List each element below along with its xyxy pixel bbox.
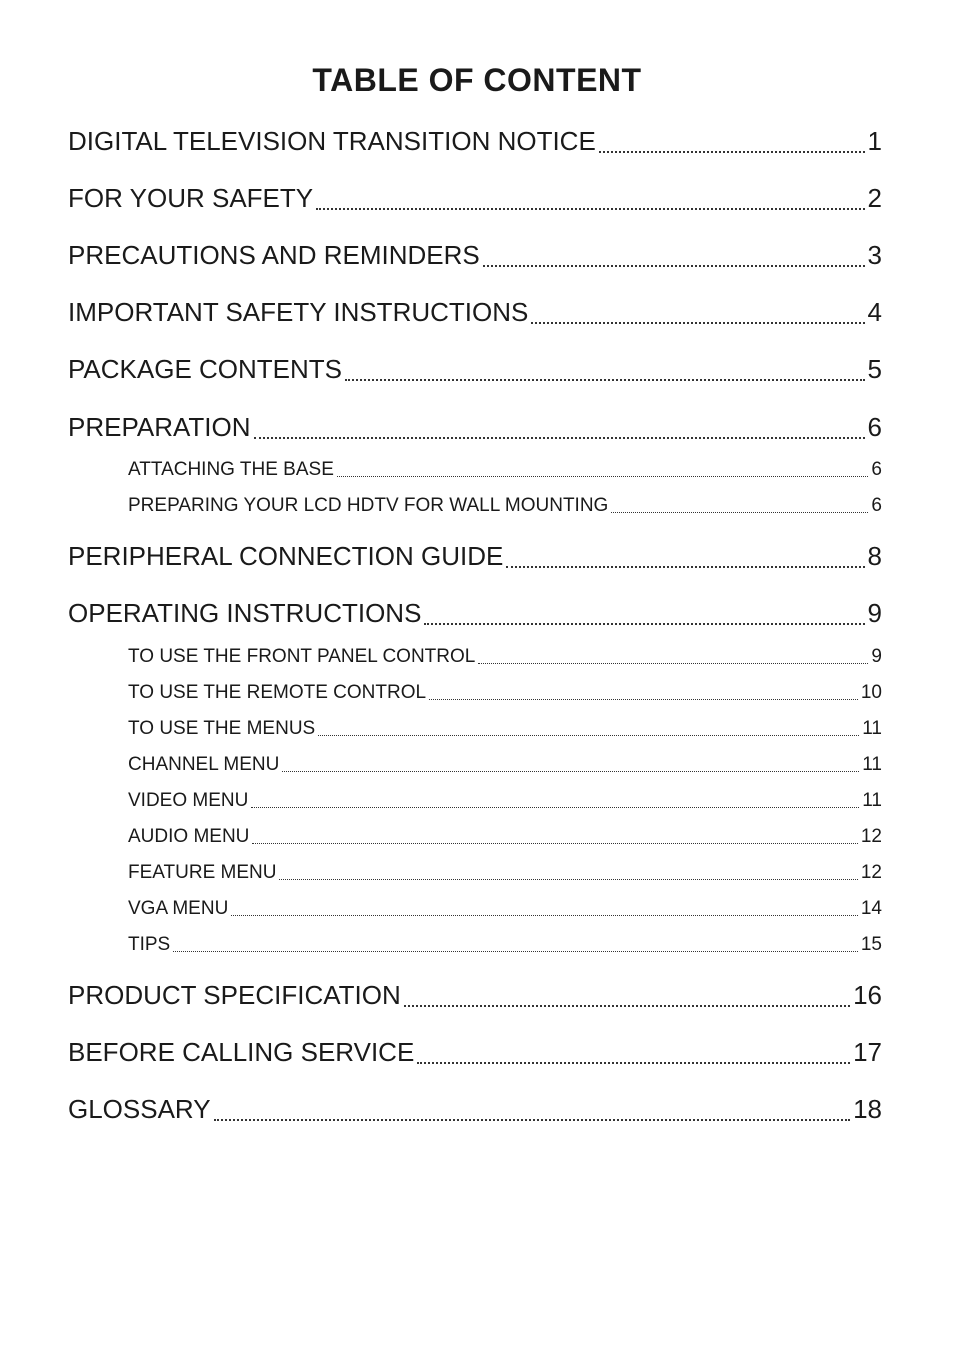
dot-leader [611, 495, 868, 519]
toc-entry-label: FOR YOUR SAFETY [68, 183, 314, 213]
toc-entry[interactable] [68, 183, 882, 219]
toc-entry-label: PERIPHERAL CONNECTION GUIDE [68, 541, 504, 571]
dot-leader [231, 898, 858, 922]
toc-subentry-label: AUDIO MENU [128, 826, 250, 847]
dot-leader [318, 718, 859, 742]
toc-subentry[interactable] [128, 934, 882, 958]
dot-leader [254, 412, 865, 448]
dot-leader [506, 541, 864, 577]
toc-subentry-page: 14 [860, 898, 882, 919]
toc-subentry-page: 6 [871, 459, 882, 480]
toc-entry-label: PRODUCT SPECIFICATION [68, 980, 401, 1010]
toc-subentry-label: VGA MENU [128, 898, 229, 919]
toc-entry-page: 17 [853, 1037, 882, 1067]
toc-entry-page: 18 [853, 1094, 882, 1124]
toc-subentry-label: TO USE THE MENUS [128, 718, 316, 739]
toc-entry-label: OPERATING INSTRUCTIONS [68, 598, 422, 628]
toc-subentry[interactable] [128, 898, 882, 922]
dot-leader [337, 459, 869, 483]
toc-subentry[interactable] [128, 754, 882, 778]
toc-entry-page: 8 [867, 541, 882, 571]
toc-entry[interactable] [68, 240, 882, 276]
dot-leader [417, 1037, 850, 1073]
toc-entry-label: PACKAGE CONTENTS [68, 354, 343, 384]
toc-entry-label: BEFORE CALLING SERVICE [68, 1037, 415, 1067]
dot-leader [599, 126, 865, 162]
toc-subentry-page: 6 [871, 495, 882, 516]
toc-subentry[interactable] [128, 495, 882, 519]
dot-leader [345, 354, 865, 390]
toc-entry-page: 5 [867, 354, 882, 384]
toc-subentry[interactable] [128, 459, 882, 483]
toc-entry-label: DIGITAL TELEVISION TRANSITION NOTICE [68, 126, 596, 156]
toc-subentry-page: 11 [862, 790, 882, 811]
toc-entry[interactable] [68, 412, 882, 448]
toc-entry[interactable] [68, 1094, 882, 1130]
toc-subentry-label: ATTACHING THE BASE [128, 459, 334, 480]
toc-subentry-page: 15 [860, 934, 882, 955]
dot-leader [531, 297, 864, 333]
dot-leader [424, 598, 864, 634]
toc-subentry-label: VIDEO MENU [128, 790, 249, 811]
dot-leader [478, 646, 868, 670]
toc-entry[interactable] [68, 354, 882, 390]
toc-subentry-page: 10 [860, 682, 882, 703]
dot-leader [282, 754, 859, 778]
toc-entry-label: PREPARATION [68, 412, 251, 442]
toc-subentry-page: 12 [860, 862, 882, 883]
dot-leader [173, 934, 858, 958]
toc-entry-label: GLOSSARY [68, 1094, 211, 1124]
toc-subentry[interactable] [128, 862, 882, 886]
toc-subentry-label: TIPS [128, 934, 171, 955]
toc-entry-page: 2 [867, 183, 882, 213]
dot-leader [214, 1094, 850, 1130]
toc-subentry-label: TO USE THE FRONT PANEL CONTROL [128, 646, 476, 667]
toc-subentry[interactable] [128, 826, 882, 850]
toc-entry-page: 4 [867, 297, 882, 327]
dot-leader [404, 980, 850, 1016]
toc-subentry[interactable] [128, 682, 882, 706]
toc-entry[interactable] [68, 297, 882, 333]
toc-subentry-label: CHANNEL MENU [128, 754, 280, 775]
toc-entry-page: 9 [867, 598, 882, 628]
dot-leader [252, 826, 857, 850]
toc-subentry-page: 12 [860, 826, 882, 847]
toc-subentry-page: 11 [862, 754, 882, 775]
page-title: TABLE OF CONTENT [312, 62, 642, 98]
toc-subentry-page: 11 [862, 718, 882, 739]
dot-leader [316, 183, 864, 219]
toc-subentry-label: FEATURE MENU [128, 862, 277, 883]
dot-leader [279, 862, 857, 886]
toc-entry-page: 1 [867, 126, 882, 156]
toc-entry-label: PRECAUTIONS AND REMINDERS [68, 240, 480, 270]
toc-entry[interactable] [68, 980, 882, 1016]
dot-leader [251, 790, 859, 814]
toc-entry-label: IMPORTANT SAFETY INSTRUCTIONS [68, 297, 529, 327]
toc-entry[interactable] [68, 1037, 882, 1073]
toc-subentry-page: 9 [871, 646, 882, 667]
dot-leader [483, 240, 865, 276]
toc-subentry[interactable] [128, 790, 882, 814]
toc-entry[interactable] [68, 598, 882, 634]
toc-subentry[interactable] [128, 646, 882, 670]
toc-entry-page: 3 [867, 240, 882, 270]
toc-entry[interactable] [68, 541, 882, 577]
toc-subentry-label: TO USE THE REMOTE CONTROL [128, 682, 427, 703]
toc-subentry[interactable] [128, 718, 882, 742]
toc-entry[interactable] [68, 126, 882, 162]
toc-entry-page: 16 [853, 980, 882, 1010]
dot-leader [429, 682, 858, 706]
toc-subentry-label: PREPARING YOUR LCD HDTV FOR WALL MOUNTING [128, 495, 609, 516]
toc-entry-page: 6 [867, 412, 882, 442]
